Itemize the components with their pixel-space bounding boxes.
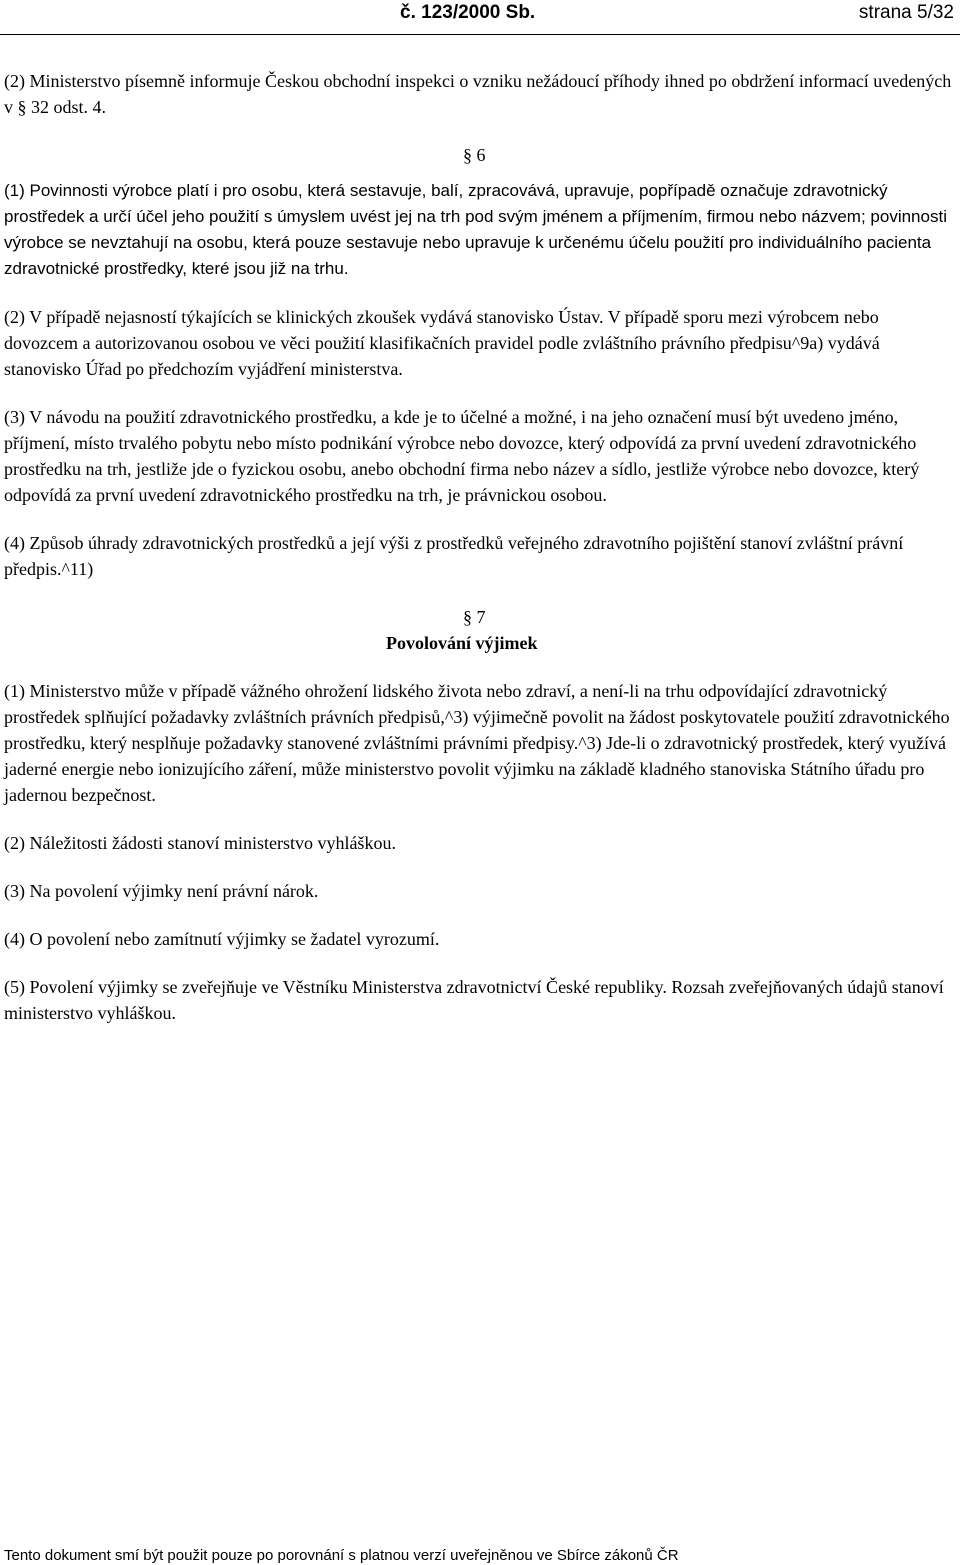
paragraph: (4) O povolení nebo zamítnutí výjimky se žadatel vyrozumí. [4,929,440,949]
section-7-mark: § 7 [463,607,486,627]
paragraph: (2) Ministerstvo písemně informuje Českou obchodní inspekci o vzniku nežádoucí příhody ihned po obdržení informací uvedených v § 32 odst. 4. [4,71,952,117]
paragraph: (3) V návodu na použití zdravotnického prostředku, a kde je to účelné a možné, i na jeho označení musí být uvedeno jméno, příjmení, místo trvalého pobytu nebo místo podnikání výrobce nebo dovozce, který odpovídá za první uvedení zdravotnického prostředku na trh, jestliže jde o fyzickou osobu, anebo obchodní firma nebo název a sídlo, jestliže výrobce nebo dovozce, který odpovídá za první uvedení zdravotnického prostředku na trh, je právnickou osobou. [4,407,920,505]
document-title: č. 123/2000 Sb. [400,2,536,23]
section-6-mark: § 6 [463,145,486,165]
page-header [0,0,960,28]
paragraph: (1) Ministerstvo může v případě vážného ohrožení lidského života nebo zdraví, a není-li na trhu odpovídající zdravotnický prostředek splňující požadavky zvláštních právních předpisů,^3) výjimečně povolit na žádost poskytovatele použití zdravotnického prostředku, který nesplňuje požadavky stanovené zvláštními právními předpisy.^3) Jde-li o zdravotnický prostředek, který využívá jaderné energie nebo ionizujícího záření, může ministerstvo povolit výjimku na základě kladného stanoviska Státního úřadu pro jadernou bezpečnost. [4,681,950,805]
paragraph: (2) V případě nejasností týkajících se klinických zkoušek vydává stanovisko Ústav. V případě sporu mezi výrobcem nebo dovozcem a autorizovanou osobou ve věci použití klasifikačních pravidel podle zvláštního právního předpisu^9a) vydává stanovisko Úřad po předchozím vyjádření ministerstva. [4,307,880,379]
paragraph: (5) Povolení výjimky se zveřejňuje ve Věstníku Ministerstva zdravotnictví České republiky. Rozsah zveřejňovaných údajů stanoví ministerstvo vyhláškou. [4,977,944,1023]
paragraph: (4) Způsob úhrady zdravotnických prostředků a její výši z prostředků veřejného zdravotního pojištění stanoví zvláštní právní předpis.^11) [4,533,904,579]
header-divider [0,34,960,35]
paragraph: (3) Na povolení výjimky není právní nárok. [4,881,319,901]
section-7-title: Povolování výjimek [386,633,538,653]
page-number: strana 5/32 [858,2,954,23]
paragraph: (2) Náležitosti žádosti stanoví ministerstvo vyhláškou. [4,833,396,853]
document-body [4,68,952,1048]
paragraph: (1) Povinnosti výrobce platí i pro osobu, která sestavuje, balí, zpracovává, upravuje, popřípadě označuje zdravotnický prostředek a určí účel jeho použití s úmyslem uvést jej na trh pod svým jménem a příjmením, firmou nebo názvem; povinnosti výrobce se nevztahují na osobu, která pouze sestavuje nebo upravuje k určenému účelu použití pro individuálního pacienta zdravotnické prostředky, které jsou již na trhu. [4,181,947,278]
page-footer: Tento dokument smí být použit pouze po porovnání s platnou verzí uveřejněnou ve Sbírce zákonů ČR [4,1547,679,1564]
